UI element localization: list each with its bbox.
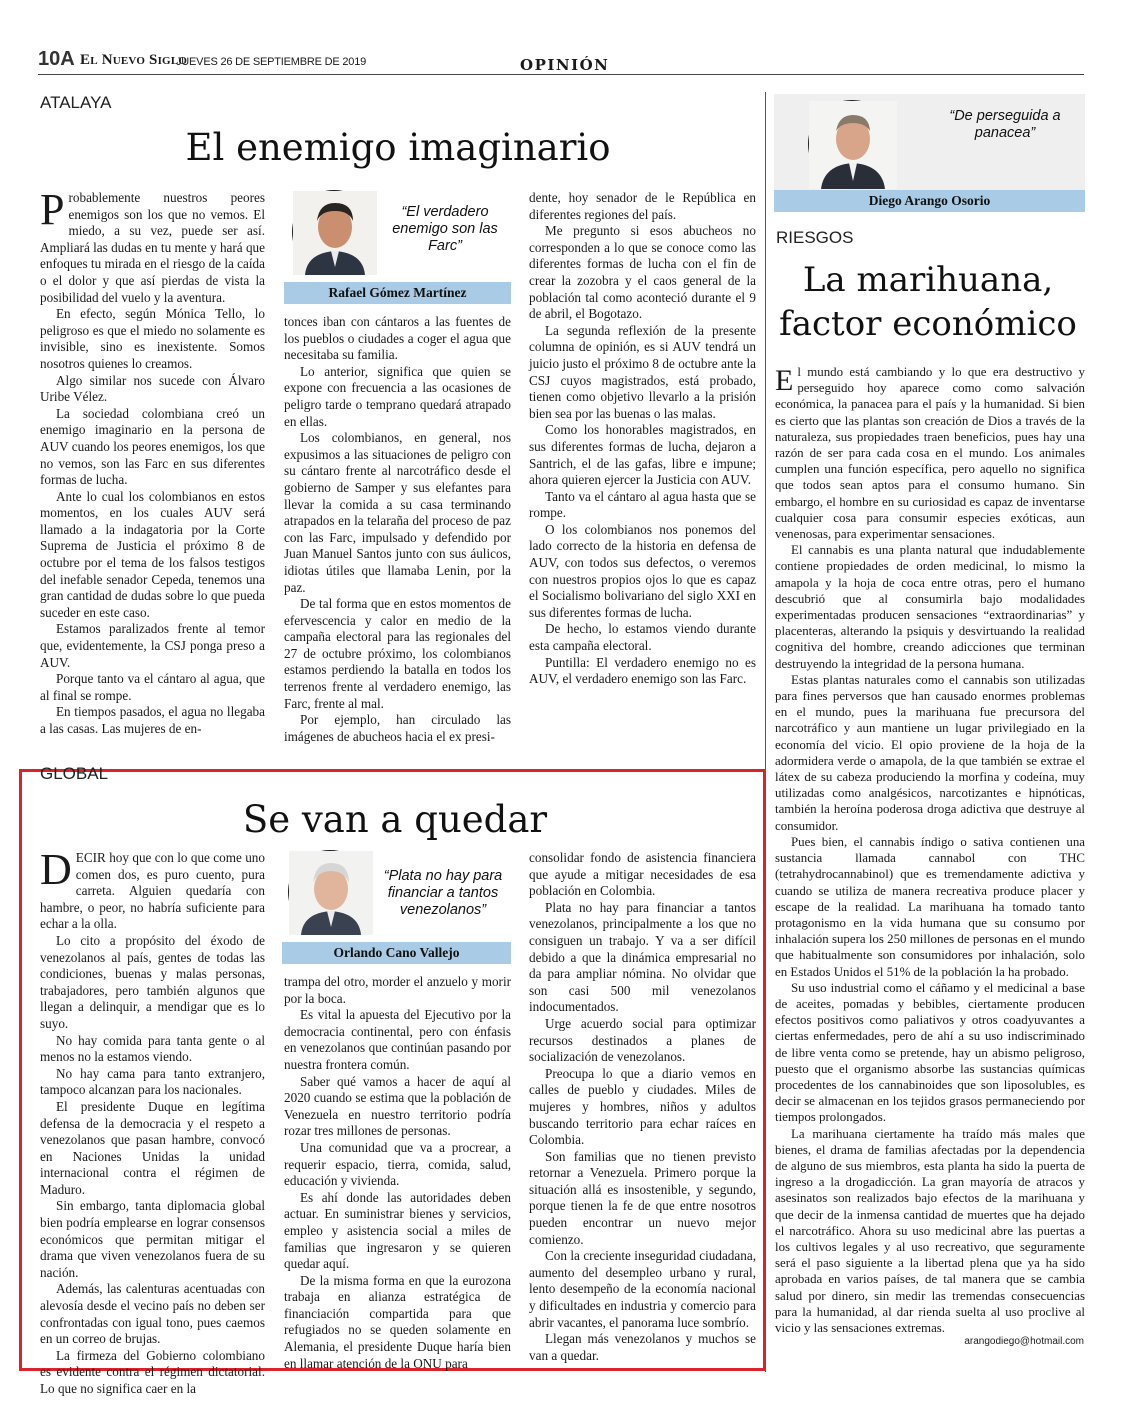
paragraph: Puntilla: El verdadero enemigo no es AUV, el verdadero enemigo son las Farc. bbox=[529, 654, 756, 687]
paragraph: O los colombianos nos ponemos del lado correcto de la historia en defensa de AUV, con todos sus defectos, o veremos con nuestros propios ojos lo que es capaz el Socialismo bolivariano del siglo XXI en sus diferentes formas de lucha. bbox=[529, 521, 756, 620]
paragraph: En tiempos pasados, el agua no llegaba a las casas. Las mujeres de en- bbox=[40, 704, 265, 736]
paragraph: Lo anterior, significa que quien se expone con frecuencia a las ocasiones de peligro tarde o temprano quedará atrapado en ellas. bbox=[284, 363, 511, 429]
paragraph: No hay comida para tanta gente o al menos no la estamos viendo. bbox=[40, 1032, 265, 1065]
global-author-name: Orlando Cano Vallejo bbox=[282, 942, 511, 964]
paragraph: Algo similar nos sucede con Álvaro Uribe Vélez. bbox=[40, 372, 265, 405]
paragraph: Por ejemplo, han circulado las imágenes de abucheos hacia el ex presi- bbox=[284, 712, 511, 744]
global-kicker: GLOBAL bbox=[40, 764, 109, 783]
paragraph: El presidente Duque en legítima defensa de la democracia y el respeto a venezolanos que pasan hambre, convocó en Naciones Unidas la unidad internacional contra el régimen de Maduro. bbox=[40, 1098, 265, 1197]
paragraph-text: robablemente nuestros peores enemigos son los que no vemos. El miedo, a su vez, puede ser así. Ampliará las dudas en tu mente y hará que enfoques tu mirada en el riesgo de la caída o el dolor y que así pierdas de vista la posibilidad del vuelo y la aventura. bbox=[40, 190, 265, 305]
paragraph: Me pregunto si esos abucheos no corresponden a lo que se conoce como las diferentes formas de lucha con el fin de crear la zozobra y el caos general de la población tal como aconteció durante el 9 de abril, el Bogotazo. bbox=[529, 223, 756, 322]
paragraph: consolidar fondo de asistencia financiera que ayude a mitigar necesidades de esa población en Colombia. bbox=[529, 850, 756, 899]
paragraph: Con la creciente inseguridad ciudadana, aumento del desempleo urbano y rural, lento desempeño de la economía nacional y dificultades en industria y comercio para abrir vacantes, el panorama luce sombrío. bbox=[529, 1248, 756, 1330]
global-column-2 bbox=[284, 974, 511, 1371]
paragraph: En efecto, según Mónica Tello, lo peligroso es que el miedo no solamente es invisible, sino es inexistente. Somos nosotros quienes lo creamos. bbox=[40, 306, 265, 371]
paragraph: Además, las calenturas acentuadas con alevosía desde el vecino país no deben ser confrontadas con igual tono, pues caemos en un correo de brujas. bbox=[40, 1281, 265, 1347]
paragraph-text: ECIR hoy que con lo que come uno comen dos, es puro cuento, pura carreta. Alguien quedaría con hambre, o peor, no habría suficiente para echar a la olla. bbox=[40, 850, 265, 932]
header-rule bbox=[38, 74, 1084, 75]
paragraph: Una comunidad que va a procrear, a requerir espacio, tierra, comida, salud, educación y vivienda. bbox=[284, 1139, 511, 1189]
author-photo bbox=[288, 850, 372, 934]
paragraph: Tanto va el cántaro al agua hasta que se rompe. bbox=[529, 488, 756, 521]
paragraph: Como los honorables magistrados, en sus diferentes formas de lucha, dejaron a Santrich, el de las gafas, libre e impune; ahora quieren ejercer la Justicia con AUV. bbox=[529, 422, 756, 488]
paragraph: Llegan más venezolanos y muchos se van a quedar. bbox=[529, 1331, 756, 1363]
paragraph: Plata no hay para financiar a tantos venezolanos, principalmente a los que no consiguen un trabajo. Y va a ser difícil debido a que la dinámica empresarial no da para ampliar nómina. No olvidar que son casi 500 mil venezolanos indocumentados. bbox=[529, 899, 756, 1015]
paragraph-text: l mundo está cambiando y lo que era destructivo y perseguido hoy aparece como como salvación económica, la panacea para el país y la humanidad. Si bien es cierto que las plantas son creación de Dios a través de la naturaleza, sus propiedades traen beneficios, pues hay una razón de ser para cada cosa en el mundo. Los animales cumplen una función específica, pero aquello no significa que todos sean aptos para el consumo humano. Sin embargo, el hombre en su curiosidad es capaz de inventarse cualquier cosa para consumir especies exóticas, aun venenosas, para experimentar sensaciones. bbox=[775, 365, 1085, 542]
riesgos-kicker: RIESGOS bbox=[776, 228, 854, 247]
paragraph: Son familias que no tienen previsto retornar a Venezuela. Primero porque la situación allá es insostenible, y segundo, porque tienen la fe de que entre nosotros pueden encontrar un nuevo mejor comienzo. bbox=[529, 1148, 756, 1247]
author-photo bbox=[808, 100, 896, 188]
paragraph: Saber qué vamos a hacer de aquí al 2020 cuando se estima que la población de Venezuela en nuestro territorio podría rozar tres millones de personas. bbox=[284, 1073, 511, 1139]
riesgos-headline: La marihuana, factor económico bbox=[779, 260, 1077, 344]
paragraph bbox=[775, 364, 1085, 542]
paragraph: Urge acuerdo social para optimizar recursos destinados a planes de socialización de venezolanos. bbox=[529, 1015, 756, 1065]
riesgos-email: arangodiego@hotmail.com bbox=[964, 1336, 1084, 1347]
atalaya-column-1 bbox=[40, 185, 265, 736]
paragraph: Es vital la apuesta del Ejecutivo por la democracia continental, pero con énfasis en venezolanos que continúan pasando por nuestra frontera común. bbox=[284, 1007, 511, 1072]
global-column-1 bbox=[40, 845, 265, 1396]
paragraph: tonces iban con cántaros a las fuentes de los pueblos o ciudades a coger el agua que necesitaba su familia. bbox=[284, 314, 511, 363]
dropcap: E bbox=[775, 364, 794, 397]
paragraph: Los colombianos, en general, nos expusimos a las situaciones de peligro con su cántaro frente al narcotráfico desde el gobierno de Samper y sus elefantes para llevar la comida a su casa terminando atrapados en la telaraña del proceso de paz con las Farc, impulsado y defendido por Juan Manuel Santos junto con sus áulicos, idiotas útiles que llamaba Lenin, por la paz. bbox=[284, 430, 511, 595]
paragraph bbox=[40, 185, 265, 306]
riesgos-body bbox=[775, 364, 1085, 1335]
paragraph: No hay cama para tanto extranjero, tampoco alcanzan para los nacionales. bbox=[40, 1065, 265, 1098]
atalaya-headline: El enemigo imaginario bbox=[185, 126, 611, 169]
paragraph: El cannabis es una planta natural que indudablemente contiene propiedades de orden medicinal, lo mismo la amapola y la hoja de coca entre otras, pero el humano descubrió que al consumirla bajo modalidades experimentadas producen sensaciones “extraordinarias” y placenteras, alterando la psiquis y desvirtuando la realidad cognitiva del hombre, creando adicciones que terminan destruyendo la integridad de la persona humana. bbox=[775, 543, 1085, 671]
paragraph: La segunda reflexión de la presente columna de opinión, es si AUV tendrá un juicio justo el próximo 8 de octubre ante la CSJ cuyos magistrados, está probado, tienen como objetivo llevarlo a la prisión bien sea por las buenas o las malas. bbox=[529, 322, 756, 421]
riesgos-author-name: Diego Arango Osorio bbox=[774, 190, 1085, 212]
dropcap: P bbox=[40, 185, 65, 234]
paragraph: Estamos paralizados frente al temor que, evidentemente, la CSJ ponga preso a AUV. bbox=[40, 621, 265, 670]
paragraph: Pues bien, el cannabis índigo o sativa contienen una sustancia llamada cannabol con THC (tetrahydrocannabinol) que es tremendamente adictiva y cuando se utiliza de manera recreativa produce placer y escape de la realidad. La marihuana ha tomado tanto protagonismo en la vida humana que su consumo por inhalación supera los 250 millones de personas en el mundo que habitualmente son consumidores por inhalación, solo en Estados Unidos el 51% de la población la ha probado. bbox=[775, 834, 1085, 979]
paragraph: La marihuana ciertamente ha traído más males que bienes, el drama de familias afectadas por la dependencia de alguno de sus miembros, esta planta ha sido la puerta de ingreso a la drogadicción. La gran mayoría de atracos y asesinatos son realizados bajo efectos de la marihuana y que decir de la inmensa cantidad de muertes que ha dejado el narcotráfico. Ahora su uso medicinal abre las puertas a los cultivos legales y al uso recreativo, que seguramente será el paso siguiente a la libertad plena que ya ha sido aprobada en varios países, de tal manera que se cambia salud por dinero, sin medir las tremendas consecuencias para la humanidad, al dar rienda suelta al uso proclive al vicio y las sensaciones extremas. bbox=[775, 1126, 1085, 1335]
riesgos-author-box bbox=[774, 94, 1085, 212]
paragraph: De hecho, lo estamos viendo durante esta campaña electoral. bbox=[529, 621, 756, 654]
atalaya-author-quote: “El verdadero enemigo son las Farc” bbox=[392, 204, 498, 254]
issue-date: JUEVES 26 DE SEPTIEMBRE DE 2019 bbox=[176, 56, 367, 68]
paragraph: La firmeza del Gobierno colombiano es evidente contra el régimen dictatorial. Lo que no significa caer en la bbox=[40, 1347, 265, 1396]
riesgos-author-quote: “De perseguida a panacea” bbox=[949, 108, 1061, 141]
newspaper-name: El Nuevo Siglo bbox=[80, 52, 188, 68]
atalaya-column-2 bbox=[284, 314, 511, 744]
atalaya-author-box bbox=[284, 186, 511, 304]
global-author-box bbox=[282, 848, 511, 964]
global-headline: Se van a quedar bbox=[242, 798, 548, 841]
paragraph: Su uso industrial como el cáñamo y el medicinal a base de aceites, pomadas y bebibles, ciertamente producen efectos positivos como paliativos y otros coadyuvantes a ciertas enfermedades, pero de ahí a su uso indiscriminado de libre venta como se pretende, hay un abismo peligroso, puesto que el organismo absorbe las sustancias químicas procedentes de los cannabinoides que son liposolubles, es decir se almacenan en los tejidos grasos permaneciendo por tiempos prolongados. bbox=[775, 980, 1085, 1125]
paragraph: Es ahí donde las autoridades deben actuar. En suministrar bienes y servicios, empleo y asistencia social a miles de familias que ingresaron y se quieren quedar aquí. bbox=[284, 1189, 511, 1272]
atalaya-author-name: Rafael Gómez Martínez bbox=[284, 282, 511, 304]
paragraph: trampa del otro, morder el anzuelo y morir por la boca. bbox=[284, 974, 511, 1006]
paragraph: De tal forma que en estos momentos de efervescencia y calor en medio de la campaña electoral para las regionales del 27 de octubre próximo, los colombianos estamos perdiendo la batalla en todos los terrenos frente al verdadero enemigo, las Farc, frente al mal. bbox=[284, 596, 511, 711]
paragraph: Sin embargo, tanta diplomacia global bien podría emplearse en lograr consensos económicos que permitan mitigar el drama que viven venezolanos fuera de su nación. bbox=[40, 1198, 265, 1280]
paragraph: Preocupa lo que a diario vemos en calles de pueblo y ciudades. Miles de mujeres y hombres, niños y adultos buscando territorio para echar raíces en Colombia. bbox=[529, 1065, 756, 1148]
paragraph bbox=[40, 845, 265, 933]
page-number: 10A bbox=[38, 48, 75, 70]
paragraph: Ante lo cual los colombianos en estos momentos, en los cuales AUV será llamado a la indagatoria por la Corte Suprema de Justicia el próximo 8 de octubre por el tema de los falsos testigos del inefable senador Cepeda, tenemos una gran cantidad de dudas sobre lo que pueda suceder en este caso. bbox=[40, 488, 265, 620]
atalaya-kicker: ATALAYA bbox=[40, 93, 112, 112]
paragraph: Estas plantas naturales como el cannabis son utilizadas para fines perversos que han causado enormes problemas en el mundo, pues la marihuana fue precursora del narcotráfico y aun mantiene un lugar privilegiado en la economía del vicio. El opio proviene de la hoja de la adormidera verde o amapola, de la que también se extrae el látex de su cabeza produciendo la morfina y codeína, muy utilizadas como analgésicos, narcotizantes e hipnóticas, también la heroína poderosa droga adictiva que destruye al consumidor. bbox=[775, 672, 1085, 833]
atalaya-column-3 bbox=[529, 190, 756, 720]
author-photo bbox=[292, 190, 376, 274]
paragraph: Porque tanto va el cántaro al agua, que al final se rompe. bbox=[40, 671, 265, 703]
section-title: OPINIÓN bbox=[520, 56, 610, 74]
paragraph: Lo cito a propósito del éxodo de venezolanos al país, gentes de todas las condiciones, buenas y malas personas, trabajadores, pero también algunos que llegan a delinquir, a mendigar que es lo suyo. bbox=[40, 932, 265, 1031]
global-column-3 bbox=[529, 850, 756, 1363]
paragraph: La sociedad colombiana creó un enemigo imaginario en la persona de AUV cuando los peores enemigos, los que no vemos, son las Farc en sus diferentes formas de lucha. bbox=[40, 405, 265, 488]
global-author-quote: “Plata no hay para financiar a tantos venezolanos” bbox=[383, 868, 503, 918]
paragraph: dente, hoy senador de le República en diferentes regiones del país. bbox=[529, 190, 756, 222]
paragraph: De la misma forma en que la eurozona trabaja en alianza estratégica de financiación compartida para que refugiados no se queden solamente en Alemania, el presidente Duque haría bien en llamar atención de la ONU para bbox=[284, 1272, 511, 1371]
dropcap: D bbox=[40, 845, 72, 894]
